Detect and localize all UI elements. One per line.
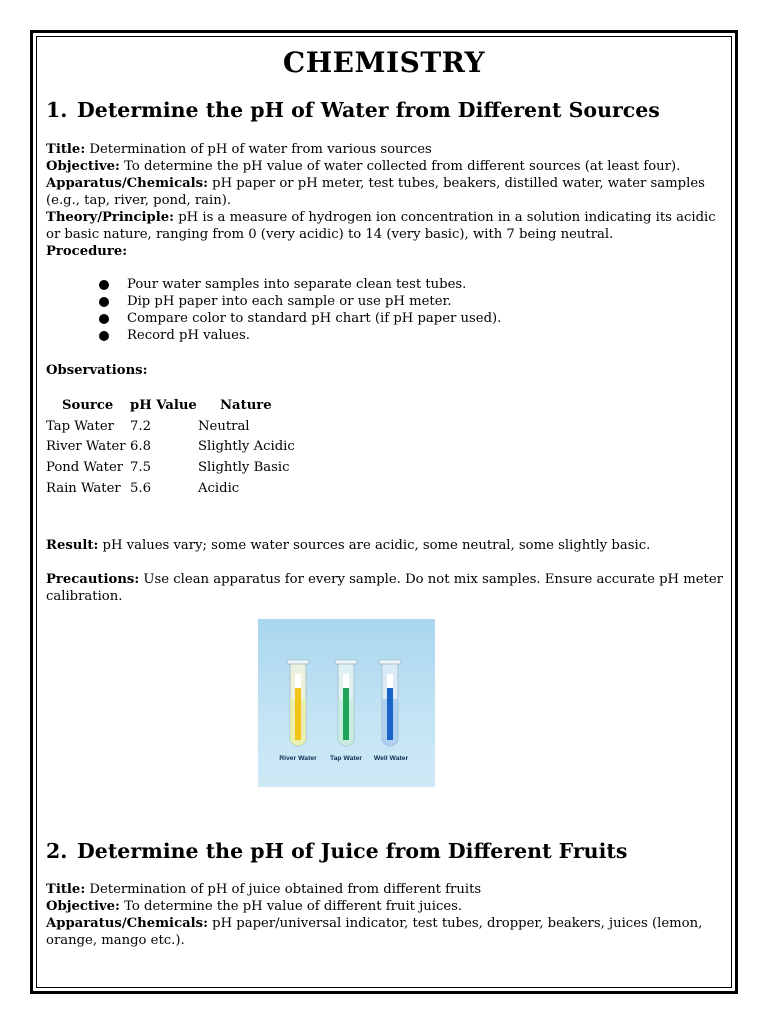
cell-ph: 7.2 xyxy=(130,418,151,434)
test-tubes-photo xyxy=(258,619,435,787)
cell-source: Tap Water xyxy=(46,418,114,434)
ph-strip-well xyxy=(387,688,393,740)
observations-label: Observations: xyxy=(46,363,148,378)
observations-label-line xyxy=(46,362,726,379)
test-tube-tap xyxy=(335,660,357,746)
apparatus-text: pH paper/universal indicator, test tubes, dropper, beakers, juices (lemon, orange, mango etc.). xyxy=(46,916,703,948)
theory-label: Theory/Principle: xyxy=(46,210,175,225)
page-title: CHEMISTRY xyxy=(282,46,486,79)
cell-ph: 7.5 xyxy=(130,460,151,476)
title-text: Determination of pH of juice obtained from different fruits xyxy=(89,882,482,897)
section1-heading xyxy=(46,98,660,122)
cell-nature: Neutral xyxy=(198,418,250,434)
procedure-list xyxy=(96,276,501,344)
section2-heading xyxy=(46,839,627,863)
test-tube-river xyxy=(287,660,309,746)
section1-procedure-label-line xyxy=(46,243,726,260)
objective-label: Objective: xyxy=(46,899,120,914)
column-header-ph: pH Value xyxy=(130,398,197,413)
precautions-label: Precautions: xyxy=(46,572,140,587)
cell-ph: 6.8 xyxy=(130,439,151,455)
cell-source: Pond Water xyxy=(46,460,124,476)
list-item: Record pH values. xyxy=(96,327,501,344)
list-item: Compare color to standard pH chart (if pH paper used). xyxy=(96,310,501,327)
cell-nature: Slightly Acidic xyxy=(198,439,295,455)
apparatus-label: Apparatus/Chemicals: xyxy=(46,176,208,191)
apparatus-label: Apparatus/Chemicals: xyxy=(46,916,208,931)
test-tubes-illustration xyxy=(258,619,435,787)
precautions-line xyxy=(46,571,726,605)
list-item: Pour water samples into separate clean test tubes. xyxy=(96,276,501,293)
procedure-label: Procedure: xyxy=(46,244,128,259)
objective-text: To determine the pH value of different fruit juices. xyxy=(124,899,463,914)
section2-number: 2. xyxy=(46,839,68,863)
objective-label: Objective: xyxy=(46,159,120,174)
section2-objective-line xyxy=(46,898,726,915)
image-label-tap: Tap Water xyxy=(329,755,363,762)
section1-apparatus-line xyxy=(46,175,726,209)
result-text: pH values vary; some water sources are acidic, some neutral, some slightly basic. xyxy=(102,538,651,553)
precautions-text: Use clean apparatus for every sample. Do not mix samples. Ensure accurate pH meter calibration. xyxy=(46,572,723,604)
theory-text: pH is a measure of hydrogen ion concentration in a solution indicating its acidic or basic nature, ranging from 0 (very acidic) to 14 (very basic), with 7 being neutral. xyxy=(46,210,716,242)
section1-heading-text: Determine the pH of Water from Different Sources xyxy=(77,98,660,122)
apparatus-text: pH paper or pH meter, test tubes, beakers, distilled water, water samples (e.g., tap, river, pond, rain). xyxy=(46,176,705,208)
title-label: Title: xyxy=(46,142,86,157)
image-label-river: River Water xyxy=(279,755,317,762)
result-label: Result: xyxy=(46,538,99,553)
test-tube-well xyxy=(379,660,401,746)
cell-nature: Acidic xyxy=(198,480,240,496)
cell-ph: 5.6 xyxy=(130,480,151,496)
objective-text: To determine the pH value of water collected from different sources (at least four). xyxy=(124,159,681,174)
section1-number: 1. xyxy=(46,98,68,122)
section1-theory-line xyxy=(46,209,726,243)
ph-strip-river xyxy=(295,688,301,740)
cell-source: River Water xyxy=(46,439,126,455)
section2-title-line xyxy=(46,881,726,898)
section2-apparatus-line xyxy=(46,915,726,949)
section1-title-line xyxy=(46,141,726,158)
column-header-source: Source xyxy=(62,398,114,413)
result-line xyxy=(46,537,726,554)
cell-nature: Slightly Basic xyxy=(198,460,290,476)
section1-objective-line xyxy=(46,158,726,175)
cell-source: Rain Water xyxy=(46,480,121,496)
list-item: Dip pH paper into each sample or use pH meter. xyxy=(96,293,501,310)
ph-strip-tap xyxy=(343,688,349,740)
title-text: Determination of pH of water from various sources xyxy=(89,142,432,157)
image-label-well: Well Water xyxy=(373,755,409,762)
section2-heading-text: Determine the pH of Juice from Different Fruits xyxy=(77,839,628,863)
title-label: Title: xyxy=(46,882,86,897)
column-header-nature: Nature xyxy=(220,398,272,413)
